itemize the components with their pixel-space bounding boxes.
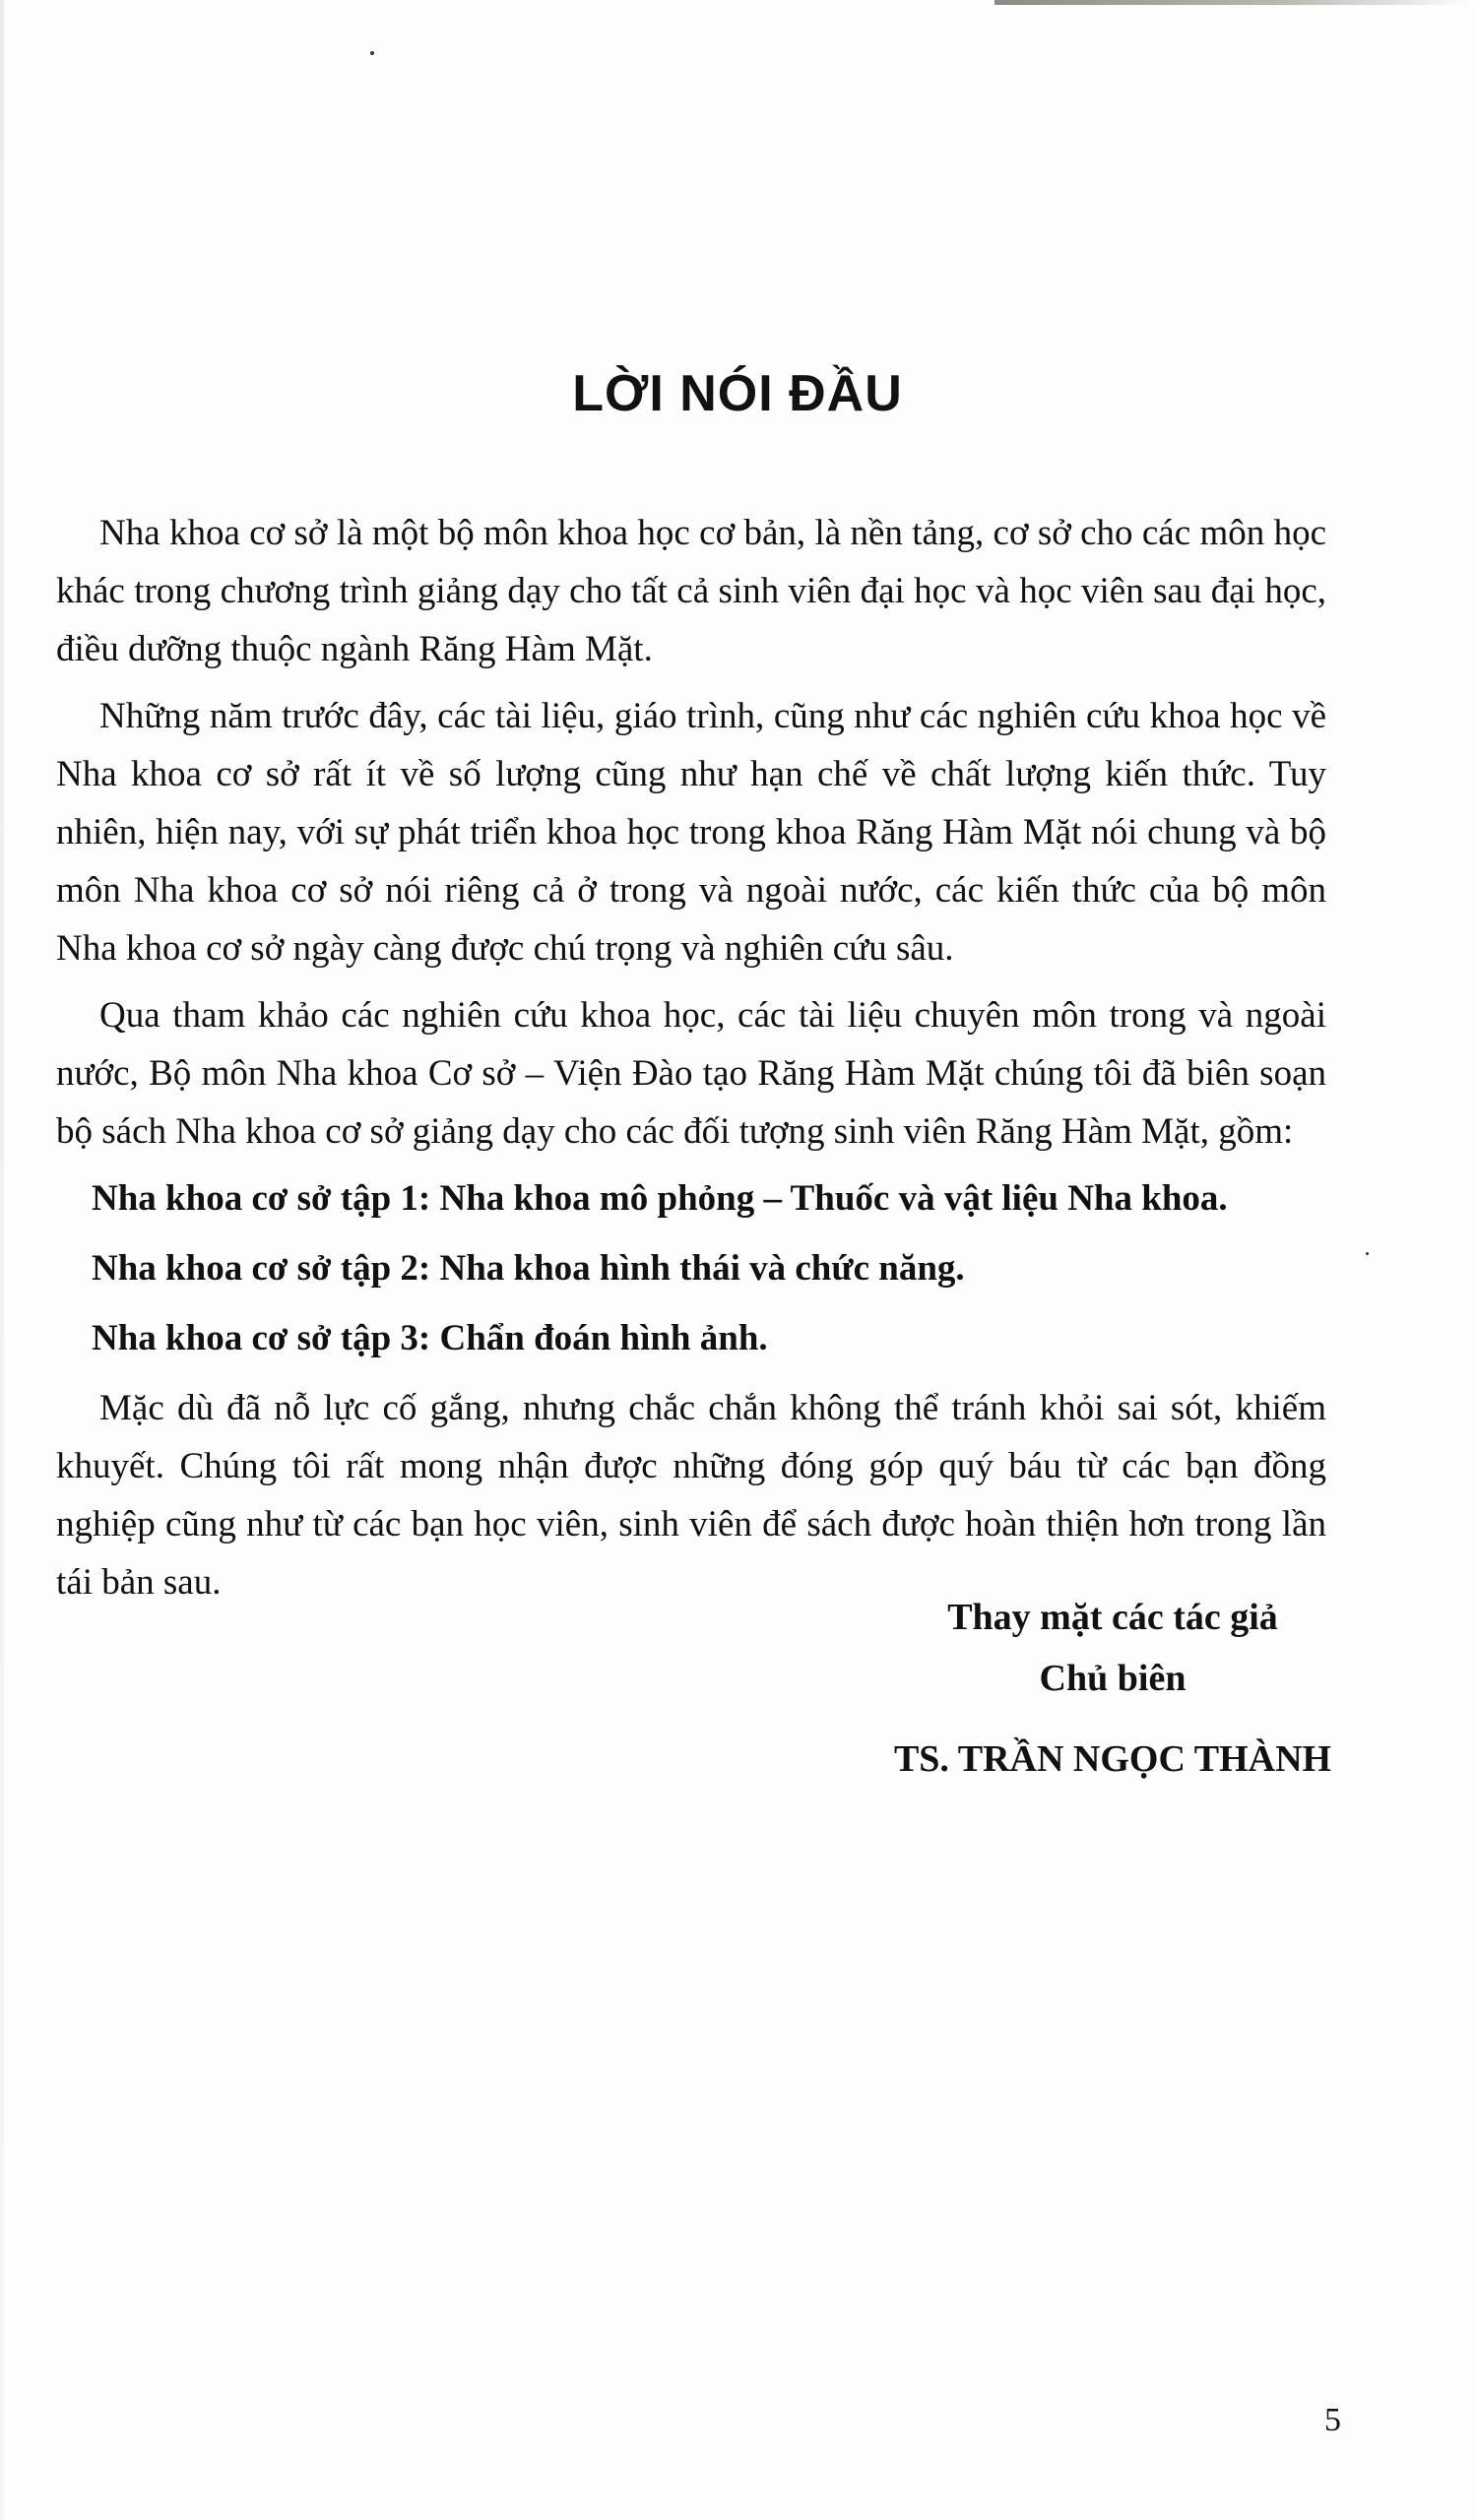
paragraph-compilation: Qua tham khảo các nghiên cứu khoa học, các tài liệu chuyên môn trong và ngoài nước, Bộ môn Nha khoa Cơ sở – Viện Đào tạo Răng Hàm Mặt chúng tôi đã biên soạn bộ sách Nha khoa cơ sở giảng dạy cho các đối tượng sinh viên Răng Hàm Mặt, gồm:	[56, 995, 1326, 1152]
signature-block	[847, 1587, 1379, 1790]
page-title: LỜI NÓI ĐẦU	[572, 365, 903, 422]
volume-item-3: Nha khoa cơ sở tập 3: Chẩn đoán hình ảnh.	[92, 1318, 768, 1358]
page-number: 5	[1324, 2402, 1341, 2438]
volume-item-1: Nha khoa cơ sở tập 1: Nha khoa mô phỏng – Thuốc và vật liệu Nha khoa.	[92, 1178, 1228, 1219]
signature-name: TS. TRẦN NGỌC THÀNH	[893, 1738, 1332, 1780]
signature-role: Chủ biên	[1039, 1658, 1186, 1699]
signature-on-behalf: Thay mặt các tác giả	[947, 1597, 1278, 1638]
paragraph-closing: Mặc dù đã nỗ lực cố gắng, nhưng chắc chắn không thể tránh khỏi sai sót, khiếm khuyết. Chúng tôi rất mong nhận được những đóng góp quý báu từ các bạn đồng nghiệp cũng như từ các bạn học viên, sinh viên để sách được hoàn thiện hơn trong lần tái bản sau.	[56, 1388, 1326, 1603]
scan-speck	[1366, 1252, 1369, 1255]
volume-item-2: Nha khoa cơ sở tập 2: Nha khoa hình thái và chức năng.	[92, 1248, 965, 1289]
scan-speck	[370, 51, 374, 55]
preface-body	[56, 504, 1326, 1620]
scan-edge-top	[994, 0, 1475, 5]
paragraph-background: Những năm trước đây, các tài liệu, giáo trình, cũng như các nghiên cứu khoa học về Nha khoa cơ sở rất ít về số lượng cũng như hạn chế về chất lượng kiến thức. Tuy nhiên, hiện nay, với sự phát triển khoa học trong khoa Răng Hàm Mặt nói chung và bộ môn Nha khoa cơ sở nói riêng cả ở trong và ngoài nước, các kiến thức của bộ môn Nha khoa cơ sở ngày càng được chú trọng và nghiên cứu sâu.	[56, 696, 1326, 969]
paragraph-intro: Nha khoa cơ sở là một bộ môn khoa học cơ bản, là nền tảng, cơ sở cho các môn học khác trong chương trình giảng dạy cho tất cả sinh viên đại học và học viên sau đại học, điều dưỡng thuộc ngành Răng Hàm Mặt.	[56, 513, 1326, 669]
